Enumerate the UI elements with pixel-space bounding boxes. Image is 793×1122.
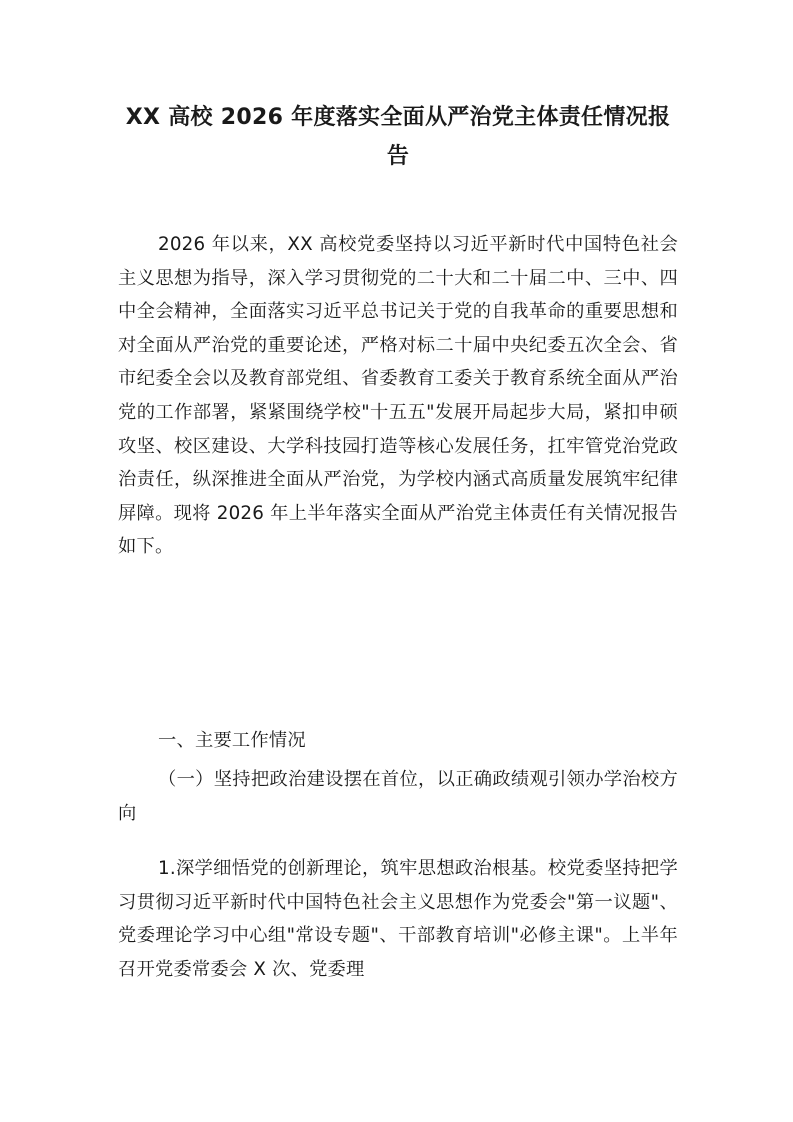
document-title: XX 高校 2026 年度落实全面从严治党主体责任情况报告 xyxy=(125,105,671,169)
subsection-heading: （一）坚持把政治建设摆在首位，以正确政绩观引领办学治校方向 xyxy=(118,769,678,824)
section-heading: 一、主要工作情况 xyxy=(158,730,306,751)
body-paragraph: 1.深学细悟党的创新理论，筑牢思想政治根基。校党委坚持把学习贯彻习近平新时代中国特色社会主义思想作为党委会"第一议题"、党委理论学习中心组"常设专题"、干部教育培训"必修主课"。上半年召开党委常委会 X 次、党委理 xyxy=(118,858,678,980)
intro-paragraph: 2026 年以来，XX 高校党委坚持以习近平新时代中国特色社会主义思想为指导，深入学习贯彻党的二十大和二十届二中、三中、四中全会精神，全面落实习近平总书记关于党的自我革命的重要思想和对全面从严治党的重要论述，严格对标二十届中央纪委五次全会、省市纪委全会以及教育部党组、省委教育工委关于教育系统全面从严治党的工作部署，紧紧围绕学校"十五五"发展开局起步大局，紧扣申硕攻坚、校区建设、大学科技园打造等核心发展任务，扛牢管党治党政治责任，纵深推进全面从严治党，为学校内涵式高质量发展筑牢纪律屏障。现将 2026 年上半年落实全面从严治党主体责任有关情况报告如下。 xyxy=(118,234,678,558)
